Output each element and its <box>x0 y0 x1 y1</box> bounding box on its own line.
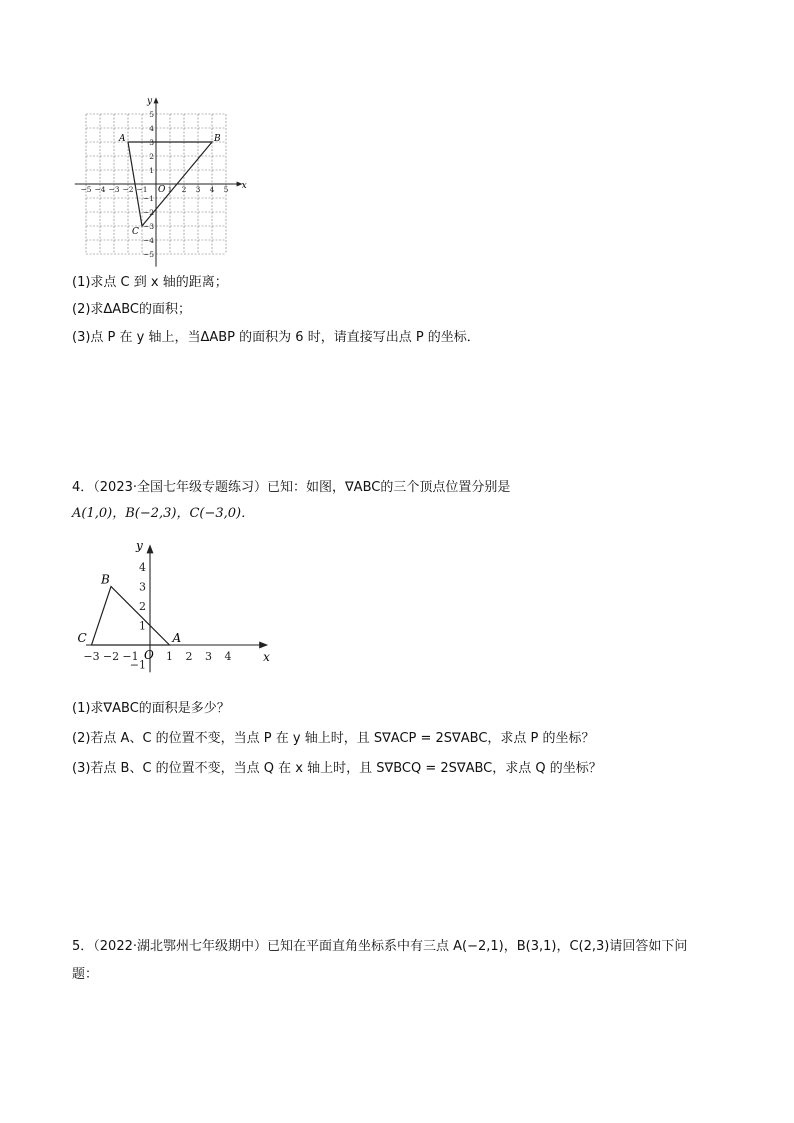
q5-line1: 5．（2022·湖北鄂州七年级期中）已知在平面直角坐标系中有三点 A(−2,1)，B(3,1)，C(2,3)请回答如下问 <box>72 939 688 954</box>
q3-label-c: C <box>132 227 139 237</box>
x-tick-label: 5 <box>223 185 229 194</box>
y-tick-label: −1 <box>129 658 146 672</box>
y-tick-label: 3 <box>139 580 146 594</box>
q4-label-c: C <box>77 631 87 645</box>
q4-label-x-axis: x <box>263 650 270 664</box>
q4-coordinates: A(1,0)，B(−2,3)，C(−3,0)． <box>72 506 255 521</box>
x-tick-label: −2 <box>122 185 134 194</box>
x-tick-label: 1 <box>166 650 173 663</box>
y-tick-label: −3 <box>142 222 154 231</box>
x-tick-label: −2 <box>102 650 120 663</box>
q4-header: 4．（2023·全国七年级专题练习）已知：如图，∇ABC的三个顶点位置分别是 <box>72 480 511 495</box>
x-tick-label: 2 <box>181 185 187 194</box>
x-tick-label: −3 <box>83 650 100 663</box>
x-tick-label: 4 <box>209 185 215 194</box>
q4-part2: (2)若点 A、C 的位置不变，当点 P 在 y 轴上时，且 S∇ACP = 2S∇ABC，求点 P 的坐标？ <box>72 731 595 746</box>
y-tick-label: 2 <box>149 152 154 161</box>
y-tick-label: −1 <box>142 194 154 203</box>
q3-label-origin: O <box>158 185 166 195</box>
y-tick-label: −2 <box>142 208 154 217</box>
x-tick-label: −1 <box>136 185 148 194</box>
q4-part3: (3)若点 B、C 的位置不变，当点 Q 在 x 轴上时，且 S∇BCQ = 2S∇ABC，求点 Q 的坐标？ <box>72 761 602 776</box>
x-tick-label: 1 <box>167 185 173 194</box>
x-tick-label: 2 <box>185 650 193 663</box>
q3-label-a: A <box>119 134 126 144</box>
q4-label-b: B <box>101 572 110 587</box>
y-axis-arrow <box>147 544 154 553</box>
x-tick-label: 3 <box>195 185 201 194</box>
q3-part1: (1)求点 C 到 x 轴的距离； <box>72 275 228 290</box>
y-tick-label: 2 <box>139 600 146 613</box>
q3-grid-figure <box>70 92 250 264</box>
q3-label-y-axis: y <box>147 96 153 107</box>
q3-part3: (3)点 P 在 y 轴上，当ΔABP 的面积为 6 时，请直接写出点 P 的坐标． <box>72 330 480 345</box>
q4-label-y-axis: y <box>136 538 143 553</box>
q4-part1: (1)求∇ABC的面积是多少？ <box>72 701 230 716</box>
x-tick-label: −3 <box>108 185 120 194</box>
y-tick-label: 5 <box>149 110 154 119</box>
x-axis-arrow <box>259 642 268 649</box>
q5-line2: 题： <box>72 967 99 982</box>
q3-label-b: B <box>214 134 221 144</box>
x-tick-label: −5 <box>80 185 92 194</box>
y-axis-arrow <box>154 97 159 103</box>
y-tick-label: 3 <box>149 138 154 147</box>
y-tick-label: 4 <box>149 124 154 133</box>
x-tick-label: −4 <box>94 185 106 194</box>
x-tick-label: −1 <box>122 650 139 663</box>
y-tick-label: 1 <box>149 166 154 175</box>
y-tick-label: −5 <box>142 250 154 259</box>
q4-axes-figure <box>77 538 270 676</box>
q3-part2: (2)求ΔABC的面积； <box>72 302 191 317</box>
q3-label-x-axis: x <box>241 181 247 191</box>
y-tick-label: −4 <box>142 236 154 245</box>
y-tick-label: 1 <box>139 619 146 633</box>
x-tick-label: 3 <box>205 650 212 663</box>
q4-label-a: A <box>172 631 182 645</box>
q4-triangle-abc <box>92 587 170 646</box>
q4-label-origin: O <box>144 648 154 662</box>
y-tick-label: 4 <box>139 561 146 574</box>
x-tick-label: 4 <box>224 650 232 663</box>
